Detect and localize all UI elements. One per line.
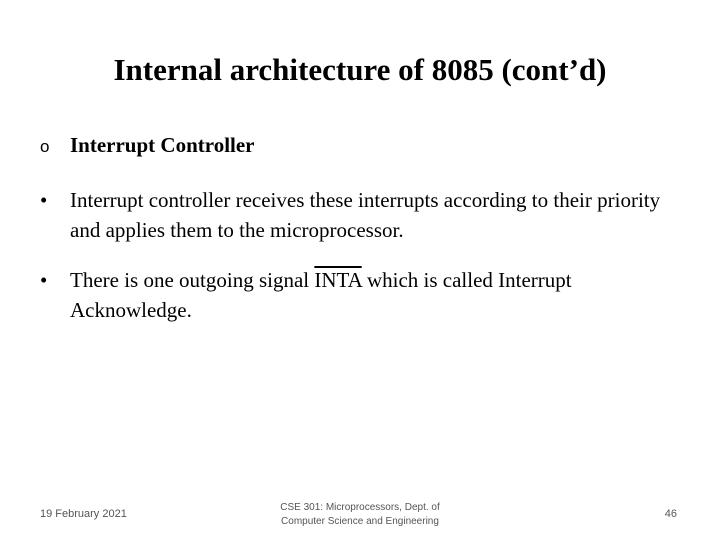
footer-course-line2: Computer Science and Engineering [281, 516, 439, 527]
bullet-item [40, 185, 680, 245]
inta-signal: INTA [314, 268, 362, 292]
footer-date: 19 February 2021 [40, 508, 127, 520]
hollow-bullet-icon: o [40, 137, 50, 156]
bullet-item [40, 265, 680, 325]
bullet-icon: • [40, 188, 48, 212]
bullet-icon: • [40, 268, 48, 292]
bullet-text: Interrupt controller receives these interrupts according to their priority and applies them to the microprocessor. [70, 188, 661, 242]
bullet-text [70, 265, 680, 325]
bullet-text-after: which is called Interrupt Acknowledge. [70, 268, 572, 322]
slide-title: Internal architecture of 8085 (cont’d) [113, 52, 607, 87]
footer-course [260, 501, 460, 529]
section-heading [40, 132, 255, 160]
page-number: 46 [664, 508, 677, 520]
footer-course-line1: CSE 301: Microprocessors, Dept. of [280, 502, 440, 513]
bullet-text-before: There is one outgoing signal [70, 268, 315, 292]
section-heading-label: Interrupt Controller [70, 133, 255, 157]
